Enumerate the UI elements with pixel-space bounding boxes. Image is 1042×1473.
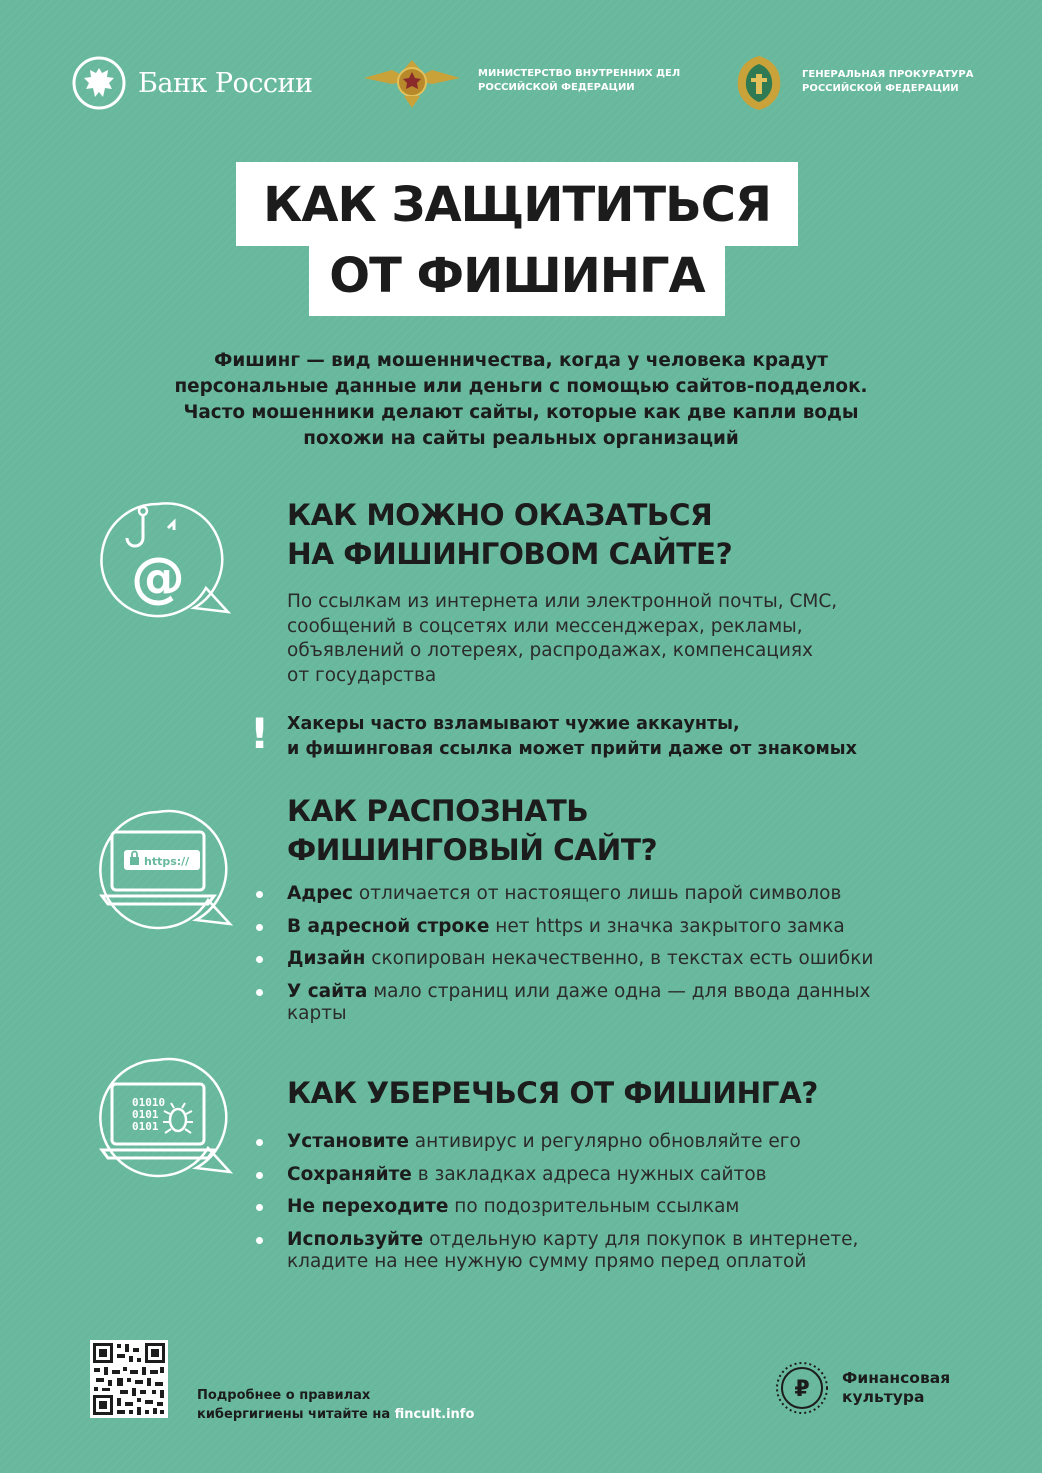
list-item: В адресной строке нет https и значка закрытого замка: [256, 911, 873, 944]
list-item: Не переходите по подозрительным ссылкам: [256, 1191, 858, 1224]
svg-text:01010 0101 0101: [132, 1096, 172, 1133]
list-item: Используйте отдельную карту для покупок в интернете, кладите на нее нужную сумму прямо перед оплатой: [256, 1224, 858, 1275]
financial-culture-name: Финансовая культура: [842, 1369, 951, 1406]
prosecutor-name: ГЕНЕРАЛЬНАЯ ПРОКУРАТУРА РОССИЙСКОЙ ФЕДЕРАЦИИ: [802, 69, 974, 94]
ruble-circle-icon: [774, 1360, 830, 1416]
double-headed-eagle-icon: [72, 56, 126, 110]
fincult-link[interactable]: fincult.info: [394, 1407, 475, 1422]
binary-line: 0101: [132, 1108, 159, 1121]
section3-title: КАК УБЕРЕЧЬСЯ ОТ ФИШИНГА?: [287, 1076, 818, 1110]
poster-title-line1: КАК ЗАЩИТИТЬСЯ: [236, 162, 798, 246]
qr-code[interactable]: [90, 1340, 168, 1418]
list-item: Установите антивирус и регулярно обновляйте его: [256, 1126, 858, 1159]
footer-note: Подробнее о правилах кибергигиены читайте на fincult.info: [197, 1388, 475, 1422]
section3-list: [256, 1126, 858, 1274]
financial-culture-logo: [774, 1360, 950, 1416]
laptop-malware-bug-icon: [88, 1056, 234, 1180]
section1-warning: Хакеры часто взламывают чужие аккаунты, и фишинговая ссылка может прийти даже от знакомых: [287, 714, 857, 759]
list-item: У сайта мало страниц или даже одна — для ввода данных карты: [256, 976, 873, 1027]
section2-title: КАК РАСПОЗНАТЬ ФИШИНГОВЫЙ САЙТ?: [287, 794, 658, 867]
bank-of-russia-logo: [72, 56, 313, 110]
mvd-logo: [362, 52, 680, 110]
ruble-sign: ₽: [794, 1377, 810, 1402]
list-item: Адрес отличается от настоящего лишь парой символов: [256, 878, 873, 911]
phishing-hook-email-icon: [88, 500, 234, 620]
intro-paragraph: Фишинг — вид мошенничества, когда у человека крадут персональные данные или деньги с помощью сайтов-подделок. Часто мошенники делают сайты, которые как две капли воды похожи на сайты реальных организаций: [174, 350, 868, 449]
bug-icon: [170, 1109, 186, 1131]
mvd-name: МИНИСТЕРСТВО ВНУТРЕННИХ ДЕЛ РОССИЙСКОЙ ФЕДЕРАЦИИ: [478, 68, 681, 93]
at-sign-icon: @: [131, 546, 185, 609]
binary-line: 0101: [132, 1120, 159, 1133]
section1-body: По ссылкам из интернета или электронной почты, СМС, сообщений в соцсетях или мессенджерах, рекламы, объявлений о лотереях, распродажах, компенсациях от государства: [287, 591, 838, 686]
section1-title: КАК МОЖНО ОКАЗАТЬСЯ НА ФИШИНГОВОМ САЙТЕ?: [287, 498, 733, 571]
list-item: Сохраняйте в закладках адреса нужных сайтов: [256, 1159, 858, 1192]
binary-line: 01010: [132, 1096, 166, 1109]
poster-title-line2: ОТ ФИШИНГА: [309, 240, 725, 316]
laptop-https-icon: [88, 808, 234, 932]
https-address-text: https://: [144, 855, 190, 868]
section2-list: [256, 878, 873, 1026]
list-item: Дизайн скопирован некачественно, в текстах есть ошибки: [256, 943, 873, 976]
bank-name: Банк России: [138, 67, 313, 99]
mvd-eagle-emblem-icon: [362, 52, 462, 110]
exclamation-icon: !: [250, 709, 270, 758]
prosecutor-emblem-icon: [730, 52, 788, 112]
prosecutor-office-logo: [730, 52, 973, 112]
